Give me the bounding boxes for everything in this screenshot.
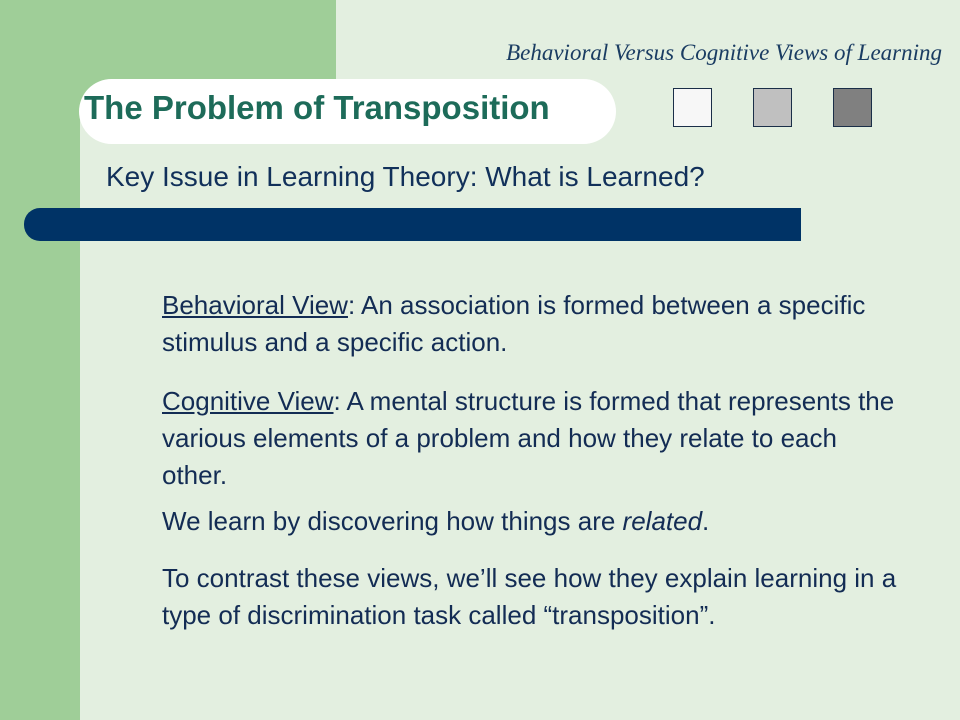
dark-gray-swatch: [833, 88, 872, 127]
cognitive-view-paragraph: [162, 383, 902, 494]
behavioral-view-term: Behavioral View: [162, 290, 348, 320]
behavioral-view-paragraph: [162, 287, 902, 361]
slide-title: The Problem of Transposition: [84, 89, 550, 126]
left-accent-band: [0, 0, 80, 720]
related-text-after: .: [702, 506, 710, 536]
related-text-before: We learn by discovering how things are: [162, 506, 623, 536]
related-paragraph: [162, 503, 902, 540]
related-emphasis: related: [622, 506, 703, 536]
divider-bar: [24, 208, 801, 241]
contrast-paragraph: To contrast these views, we’ll see how they explain learning in a type of discrimination task called “transposition”.: [162, 563, 897, 630]
white-swatch: [673, 88, 712, 127]
slide-header: Behavioral Versus Cognitive Views of Learning: [506, 40, 942, 65]
cognitive-view-term: Cognitive View: [162, 386, 334, 416]
cognitive-view-text: : A mental structure is formed that represents the various elements of a problem and how they relate to each other.: [162, 386, 895, 490]
behavioral-view-text: : An association is formed between a specific stimulus and a specific action.: [162, 290, 866, 357]
slide-subtitle: Key Issue in Learning Theory: What is Learned?: [106, 161, 705, 192]
light-gray-swatch: [753, 88, 792, 127]
